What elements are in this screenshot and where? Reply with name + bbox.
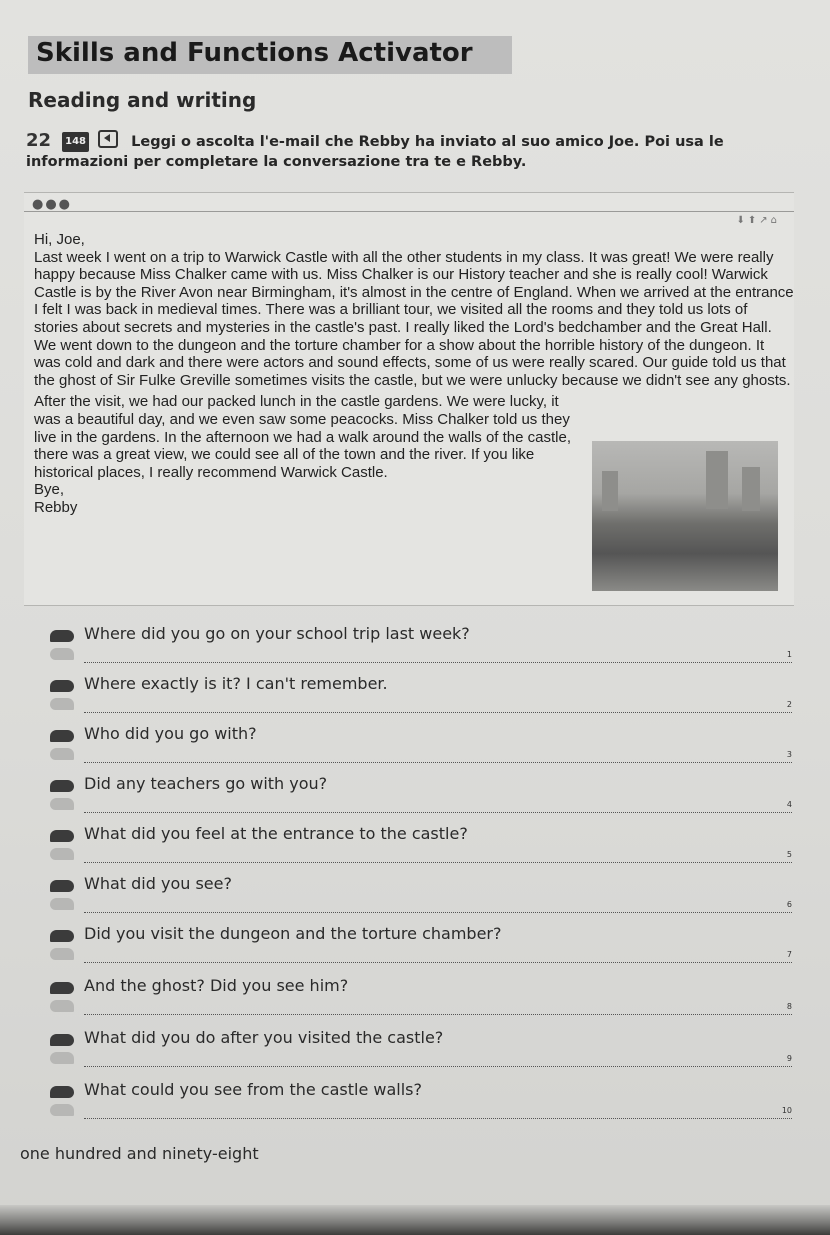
answer-number: 3 (786, 750, 792, 759)
question-row (0, 976, 830, 1026)
email-greeting: Hi, Joe, (34, 231, 85, 248)
question-row (0, 824, 830, 874)
exercise-instruction: Leggi o ascolta l'e-mail che Rebby ha inviato al suo amico Joe. Poi usa le informazioni per completare la conversazione tra te e Rebby. (26, 134, 724, 170)
answer-number: 9 (786, 1054, 792, 1063)
reply-bubble-icon (50, 898, 74, 910)
question-row (0, 724, 830, 774)
page-number: one hundred and ninety-eight (20, 1144, 259, 1163)
question-text: Where did you go on your school trip last week? (84, 624, 470, 643)
question-text: What did you feel at the entrance to the castle? (84, 824, 468, 843)
email-toolbar-divider (24, 211, 794, 212)
question-row (0, 774, 830, 824)
answer-number: 1 (786, 650, 792, 659)
page-edge-shadow (0, 1205, 830, 1235)
speech-bubble-icon (50, 780, 74, 792)
answer-line[interactable] (84, 1118, 792, 1119)
answer-number: 2 (786, 700, 792, 709)
answer-number: 8 (786, 1002, 792, 1011)
section-title: Reading and writing (28, 88, 257, 112)
answer-number: 6 (786, 900, 792, 909)
email-signature: Rebby (34, 498, 78, 516)
reply-bubble-icon (50, 1104, 74, 1116)
page-title: Skills and Functions Activator (28, 36, 512, 74)
email-closing: Bye, (34, 481, 65, 499)
question-row (0, 1080, 830, 1130)
answer-line[interactable] (84, 812, 792, 813)
speech-bubble-icon (50, 830, 74, 842)
question-row (0, 674, 830, 724)
castle-tower (706, 451, 728, 509)
answer-line[interactable] (84, 1014, 792, 1015)
answer-line[interactable] (84, 762, 792, 763)
speech-bubble-icon (50, 630, 74, 642)
question-text: What did you do after you visited the castle? (84, 1028, 444, 1047)
email-toolbar-icons: ⬇⬆↗⌂ (736, 215, 780, 226)
exercise-instruction-block (26, 130, 826, 172)
question-text: Did you visit the dungeon and the torture chamber? (84, 924, 502, 943)
question-text: Where exactly is it? I can't remember. (84, 674, 388, 693)
email-paragraph-1: Last week I went on a trip to Warwick Castle with all the other students in my class. It was great! We were really happy because Miss Chalker came with us. Miss Chalker is our History teacher and she is really cool! Warwick Castle is by the River Avon near Birmingham, it's almost in the centre of England. When we arrived at the entrance I felt I was back in medieval times. There was a brilliant tour, we visited all the rooms and they told us lots of stories about secrets and mysteries in the castle's past. I really liked the Lord's bedchamber and the Great Hall. We went down to the dungeon and the torture chamber for a show about the horrible history of the dungeon. It was cold and dark and there were actors and sound effects, some of us were really scared. Our guide told us that the ghost of Sir Fulke Greville sometimes visits the castle, but we were unlucky because we didn't see any ghosts. (34, 248, 794, 389)
castle-tower (602, 471, 618, 511)
speech-bubble-icon (50, 730, 74, 742)
question-text: And the ghost? Did you see him? (84, 976, 349, 995)
speech-bubble-icon (50, 680, 74, 692)
answer-number: 10 (781, 1106, 792, 1115)
window-dots-icon: ●●● (32, 197, 73, 212)
answer-number: 7 (786, 950, 792, 959)
speech-bubble-icon (50, 930, 74, 942)
answer-number: 5 (786, 850, 792, 859)
question-row (0, 874, 830, 924)
speaker-icon (98, 130, 118, 148)
answer-line[interactable] (84, 862, 792, 863)
speech-bubble-icon (50, 880, 74, 892)
question-text: Who did you go with? (84, 724, 257, 743)
answer-line[interactable] (84, 662, 792, 663)
answer-number: 4 (786, 800, 792, 809)
castle-tower (742, 467, 760, 511)
reply-bubble-icon (50, 1052, 74, 1064)
reply-bubble-icon (50, 748, 74, 760)
audio-track-badge: 148 (62, 132, 89, 152)
exercise-number: 22 (26, 130, 52, 151)
answer-line[interactable] (84, 912, 792, 913)
answer-line[interactable] (84, 712, 792, 713)
reply-bubble-icon (50, 1000, 74, 1012)
reply-bubble-icon (50, 698, 74, 710)
answer-line[interactable] (84, 962, 792, 963)
speech-bubble-icon (50, 982, 74, 994)
reply-bubble-icon (50, 848, 74, 860)
question-text: Did any teachers go with you? (84, 774, 328, 793)
warwick-castle-photo (592, 441, 778, 591)
answer-line[interactable] (84, 1066, 792, 1067)
email-window (24, 192, 794, 606)
question-row (0, 624, 830, 674)
speech-bubble-icon (50, 1086, 74, 1098)
question-row (0, 1028, 830, 1078)
reply-bubble-icon (50, 798, 74, 810)
question-text: What could you see from the castle walls? (84, 1080, 422, 1099)
reply-bubble-icon (50, 948, 74, 960)
question-text: What did you see? (84, 874, 232, 893)
reply-bubble-icon (50, 648, 74, 660)
question-row (0, 924, 830, 974)
email-paragraph-2: After the visit, we had our packed lunch in the castle gardens. We were lucky, it was a beautiful day, and we even saw some peacocks. Miss Chalker told us they live in the gardens. In the afternoon we had a walk around the walls of the castle, there was a great view, we could see all of the town and the river. If you like historical places, I really recommend Warwick Castle. (34, 393, 571, 481)
speech-bubble-icon (50, 1034, 74, 1046)
